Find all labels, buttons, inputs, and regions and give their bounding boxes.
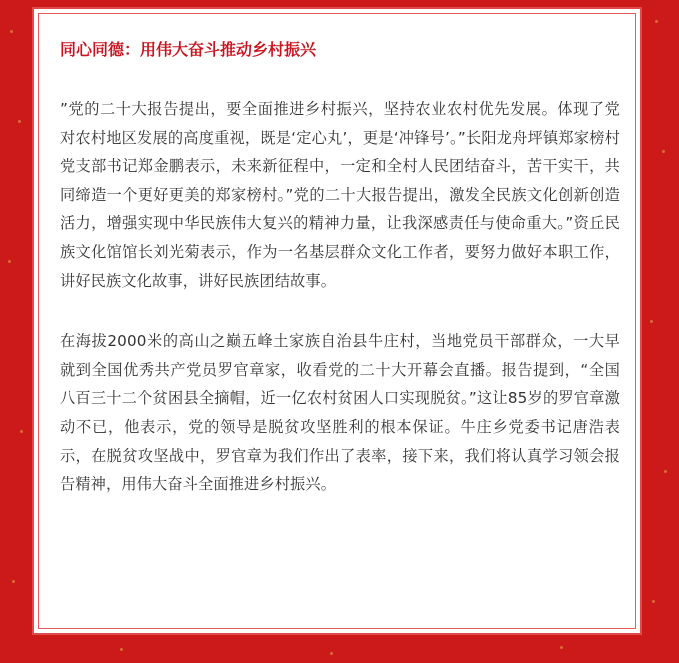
background-speck [20,430,23,433]
background-speck [662,150,665,153]
background-speck [120,648,123,651]
background-speck [10,30,13,33]
background-speck [652,600,655,603]
background-speck [664,470,667,473]
background-speck [18,120,21,123]
article-title: 同心同德：用伟大奋斗推动乡村振兴 [60,40,317,59]
background-speck [650,320,653,323]
article-card [32,7,642,635]
article-content [60,39,620,531]
background-speck [655,20,658,23]
background-speck [330,652,333,655]
background-speck [8,260,11,263]
article-paragraph-1: ”党的二十大报告提出，要全面推进乡村振兴，坚持农业农村优先发展。体现了党对农村地区发展的高度重视，既是‘定心丸’，更是‘冲锋号’。”长阳龙舟坪镇郑家榜村党支部书记郑金鹏表示，未来新征程中，一定和全村人民团结奋斗，苦干实干，共同缔造一个更好更美的郑家榜村。”党的二十大报告提出，激发全民族文化创新创造活力，增强实现中华民族伟大复兴的精神力量，让我深感责任与使命重大。”资丘民族文化馆馆长刘光菊表示，作为一名基层群众文化工作者，要努力做好本职工作，讲好民族文化故事，讲好民族团结故事。 [60,100,620,290]
background-speck [560,646,563,649]
background-speck [12,580,15,583]
article-paragraph-2: 在海拔2000米的高山之巅五峰土家族自治县牛庄村，当地党员干部群众，一大早就到全国优秀共产党员罗官章家，收看党的二十大开幕会直播。报告提到，“全国八百三十二个贫困县全摘帽，近一亿农村贫困人口实现脱贫。”这让85岁的罗官章激动不已，他表示，党的领导是脱贫攻坚胜利的根本保证。牛庄乡党委书记唐浩表示，在脱贫攻坚战中，罗官章为我们作出了表率，接下来，我们将认真学习领会报告精神，用伟大奋斗全面推进乡村振兴。 [60,332,620,494]
